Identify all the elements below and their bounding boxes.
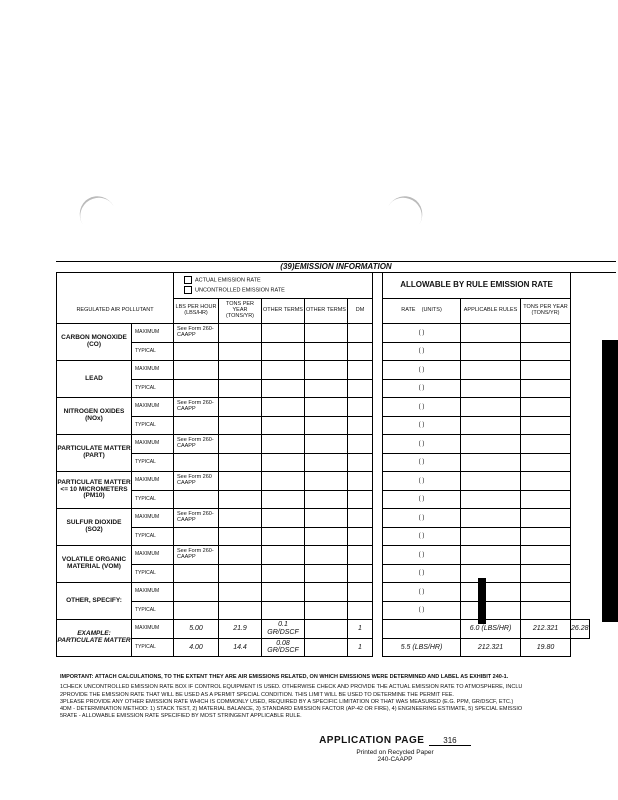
applicable-rules-cell[interactable] bbox=[461, 435, 521, 454]
note-5: 5RATE - ALLOWABLE EMISSION RATE SPECIFIED BY MOST STRINGENT APPLICABLE RULE. bbox=[60, 713, 302, 720]
dm-cell[interactable] bbox=[348, 361, 373, 380]
tons-yr-allow-cell[interactable] bbox=[521, 416, 571, 435]
tons-yr-cell[interactable] bbox=[219, 435, 262, 454]
applicable-rules-cell[interactable] bbox=[461, 361, 521, 380]
other-terms-4-cell[interactable] bbox=[305, 583, 348, 602]
tons-yr-allow-cell[interactable] bbox=[521, 379, 571, 398]
level-label: MAXIMUM bbox=[132, 583, 174, 602]
tons-yr-cell[interactable] bbox=[219, 601, 262, 620]
applicable-rules-cell[interactable] bbox=[461, 453, 521, 472]
example-rate-units: 5.5 (LBS/HR) bbox=[383, 638, 461, 657]
applicable-rules-cell[interactable] bbox=[461, 398, 521, 417]
other-terms-4-cell[interactable] bbox=[305, 546, 348, 565]
other-terms-3-cell[interactable] bbox=[262, 379, 305, 398]
lbs-hr-cell[interactable] bbox=[174, 379, 219, 398]
level-label: MAXIMUM bbox=[132, 435, 174, 454]
emission-table bbox=[56, 272, 590, 657]
application-page-label: APPLICATION PAGE bbox=[319, 735, 425, 746]
dm-cell[interactable] bbox=[348, 546, 373, 565]
other-terms-header-3: OTHER TERMS bbox=[262, 299, 305, 324]
lbs-hr-cell[interactable]: See Form 260-CAAPP bbox=[174, 509, 219, 528]
lbs-hr-cell[interactable] bbox=[174, 416, 219, 435]
dm-cell[interactable] bbox=[348, 564, 373, 583]
level-label: TYPICAL bbox=[132, 527, 174, 546]
example-tons-yr: 21.9 bbox=[219, 620, 262, 639]
dm-cell[interactable] bbox=[348, 490, 373, 509]
hole-punch-mark-left bbox=[73, 190, 123, 241]
tons-yr-cell[interactable] bbox=[219, 564, 262, 583]
dm-cell[interactable] bbox=[348, 601, 373, 620]
level-label: MAXIMUM bbox=[132, 324, 174, 343]
page-number: 316 bbox=[429, 736, 471, 746]
table-row bbox=[57, 490, 590, 509]
dm-cell[interactable] bbox=[348, 509, 373, 528]
dm-cell[interactable] bbox=[348, 324, 373, 343]
rate-units-cell[interactable]: ( ) bbox=[383, 472, 461, 491]
other-terms-3-cell[interactable] bbox=[262, 546, 305, 565]
other-terms-4-cell[interactable] bbox=[305, 379, 348, 398]
level-label: TYPICAL bbox=[132, 416, 174, 435]
example-tons-yr: 14.4 bbox=[219, 638, 262, 657]
example-other-terms: 0.08 GR/DSCF bbox=[262, 638, 305, 657]
footer bbox=[310, 730, 480, 763]
table-row bbox=[57, 583, 590, 602]
table-row bbox=[57, 564, 590, 583]
lbs-hr-cell[interactable]: See Form 260-CAAPP bbox=[174, 435, 219, 454]
table-row bbox=[57, 527, 590, 546]
tons-yr-allow-cell[interactable] bbox=[521, 509, 571, 528]
other-terms-3-cell[interactable] bbox=[262, 398, 305, 417]
tons-yr-cell[interactable] bbox=[219, 379, 262, 398]
tons-yr-header: TONS PER YEAR (TONS/YR) bbox=[219, 299, 262, 324]
table-row bbox=[57, 435, 590, 454]
level-label: TYPICAL bbox=[132, 564, 174, 583]
pollutant-name: PARTICULATE MATTER <= 10 MICROMETERS (PM10) bbox=[57, 472, 132, 509]
table-row bbox=[57, 472, 590, 491]
dm-cell[interactable] bbox=[348, 342, 373, 361]
lbs-hr-cell[interactable] bbox=[174, 583, 219, 602]
example-pollutant: EXAMPLE: PARTICULATE MATTER bbox=[57, 620, 132, 657]
other-terms-4-cell[interactable] bbox=[305, 342, 348, 361]
pollutant-header: REGULATED AIR POLLUTANT bbox=[57, 299, 174, 324]
example-tons-yr-allow: 19.80 bbox=[521, 638, 571, 657]
other-terms-3-cell[interactable] bbox=[262, 509, 305, 528]
uncontrolled-rate-checkbox[interactable] bbox=[184, 286, 192, 294]
table-row bbox=[57, 453, 590, 472]
example-rate-units: 6.0 (LBS/HR) bbox=[461, 620, 521, 639]
example-lbs-hr: 5.00 bbox=[174, 620, 219, 639]
rate-units-cell[interactable]: ( ) bbox=[383, 379, 461, 398]
printed-note: Printed on Recycled Paper bbox=[356, 749, 434, 756]
pollutant-name: PARTICULATE MATTER (PART) bbox=[57, 435, 132, 472]
example-gap bbox=[373, 638, 383, 657]
other-terms-4-cell[interactable] bbox=[305, 527, 348, 546]
table-row bbox=[57, 509, 590, 528]
tons-yr-allow-cell[interactable] bbox=[521, 527, 571, 546]
actual-rate-label: ACTUAL EMISSION RATE bbox=[195, 277, 261, 284]
applicable-rules-cell[interactable] bbox=[461, 472, 521, 491]
rate-units-cell[interactable]: ( ) bbox=[383, 509, 461, 528]
rate-units-cell[interactable]: ( ) bbox=[383, 435, 461, 454]
other-terms-3-cell[interactable] bbox=[262, 472, 305, 491]
pollutant-name: LEAD bbox=[57, 361, 132, 398]
tons-yr-allow-cell[interactable] bbox=[521, 490, 571, 509]
other-terms-3-cell[interactable] bbox=[262, 416, 305, 435]
tons-yr-cell[interactable] bbox=[219, 527, 262, 546]
example-other-terms: 0.1 GR/DSCF bbox=[262, 620, 305, 639]
tons-yr-cell[interactable] bbox=[219, 453, 262, 472]
note-2: 2PROVIDE THE EMISSION RATE THAT WILL BE USED AS A PERMIT SPECIAL CONDITION. THIS LIMIT WILL BE USED TO DETERMINE THE PERMIT FEE. bbox=[60, 691, 454, 698]
uncontrolled-rate-label: UNCONTROLLED EMISSION RATE bbox=[195, 286, 285, 293]
note-1: 1CHECK UNCONTROLLED EMISSION RATE BOX IF CONTROL EQUIPMENT IS USED. OTHERWISE CHECK AND PROVIDE THE ACTUAL EMISSION RATE TO ATMOSPHERE, INCLU bbox=[60, 684, 523, 691]
table-row bbox=[57, 342, 590, 361]
applicable-rules-cell[interactable] bbox=[461, 379, 521, 398]
applicable-rules-cell[interactable] bbox=[461, 324, 521, 343]
tons-yr-allow-header: TONS PER YEAR (TONS/YR) bbox=[521, 299, 571, 324]
rate-units-cell[interactable]: ( ) bbox=[383, 601, 461, 620]
tons-yr-cell[interactable] bbox=[219, 546, 262, 565]
allowable-header: ALLOWABLE BY RULE EMISSION RATE bbox=[383, 273, 571, 299]
rate-units-cell[interactable]: ( ) bbox=[383, 398, 461, 417]
other-terms-4-cell[interactable] bbox=[305, 398, 348, 417]
tons-yr-allow-cell[interactable] bbox=[521, 453, 571, 472]
other-terms-3-cell[interactable] bbox=[262, 324, 305, 343]
table-row bbox=[57, 398, 590, 417]
lbs-hr-header: LBS PER HOUR (LBS/HR) bbox=[174, 299, 219, 324]
applicable-rules-cell[interactable] bbox=[461, 564, 521, 583]
rate-units-cell[interactable]: ( ) bbox=[383, 342, 461, 361]
rate-units-cell[interactable]: ( ) bbox=[383, 583, 461, 602]
lbs-hr-cell[interactable]: See Form 260 CAAPP bbox=[174, 472, 219, 491]
example-other-terms-4 bbox=[305, 638, 348, 657]
table-row bbox=[57, 324, 590, 343]
example-row bbox=[57, 620, 590, 639]
lbs-hr-cell[interactable] bbox=[174, 453, 219, 472]
lbs-hr-cell[interactable] bbox=[174, 342, 219, 361]
applicable-rules-cell[interactable] bbox=[461, 342, 521, 361]
dm-cell[interactable] bbox=[348, 583, 373, 602]
example-tons-yr-allow: 26.28 bbox=[571, 620, 590, 639]
applicable-rules-cell[interactable] bbox=[461, 490, 521, 509]
table-row bbox=[57, 361, 590, 380]
dm-cell[interactable] bbox=[348, 416, 373, 435]
level-label: TYPICAL bbox=[132, 453, 174, 472]
dm-cell[interactable] bbox=[348, 453, 373, 472]
tons-yr-cell[interactable] bbox=[219, 342, 262, 361]
level-label: TYPICAL bbox=[132, 601, 174, 620]
tons-yr-cell[interactable] bbox=[219, 490, 262, 509]
other-terms-4-cell[interactable] bbox=[305, 416, 348, 435]
tons-yr-allow-cell[interactable] bbox=[521, 583, 571, 602]
other-terms-3-cell[interactable] bbox=[262, 564, 305, 583]
table-row bbox=[57, 601, 590, 620]
scan-artifact-mark bbox=[478, 578, 486, 624]
other-terms-4-cell[interactable] bbox=[305, 324, 348, 343]
applicable-rules-cell[interactable] bbox=[461, 546, 521, 565]
applicable-rules-header: APPLICABLE RULES bbox=[461, 299, 521, 324]
tons-yr-cell[interactable] bbox=[219, 472, 262, 491]
applicable-rules-cell[interactable] bbox=[461, 527, 521, 546]
scan-artifact-bar bbox=[602, 340, 618, 622]
other-terms-4-cell[interactable] bbox=[305, 435, 348, 454]
tons-yr-cell[interactable] bbox=[219, 398, 262, 417]
applicable-rules-cell[interactable] bbox=[461, 416, 521, 435]
tons-yr-allow-cell[interactable] bbox=[521, 601, 571, 620]
dm-header: DM bbox=[348, 299, 373, 324]
dm-cell[interactable] bbox=[348, 527, 373, 546]
other-terms-3-cell[interactable] bbox=[262, 527, 305, 546]
rate-units-cell[interactable]: ( ) bbox=[383, 564, 461, 583]
other-terms-3-cell[interactable] bbox=[262, 342, 305, 361]
tons-yr-allow-cell[interactable] bbox=[521, 361, 571, 380]
tons-yr-cell[interactable] bbox=[219, 509, 262, 528]
tons-yr-cell[interactable] bbox=[219, 583, 262, 602]
applicable-rules-cell[interactable] bbox=[461, 583, 521, 602]
lbs-hr-cell[interactable]: See Form 260-CAAPP bbox=[174, 546, 219, 565]
rate-type-header bbox=[174, 273, 373, 299]
rate-units-cell[interactable]: ( ) bbox=[383, 527, 461, 546]
other-terms-header-4: OTHER TERMS bbox=[305, 299, 348, 324]
rate-units-cell[interactable]: ( ) bbox=[383, 324, 461, 343]
other-terms-4-cell[interactable] bbox=[305, 490, 348, 509]
example-row bbox=[57, 638, 590, 657]
other-terms-4-cell[interactable] bbox=[305, 472, 348, 491]
rate-units-cell[interactable]: ( ) bbox=[383, 453, 461, 472]
example-applicable-rules: 212.321 bbox=[461, 638, 521, 657]
example-other-terms-4 bbox=[305, 620, 348, 639]
other-terms-4-cell[interactable] bbox=[305, 564, 348, 583]
other-terms-3-cell[interactable] bbox=[262, 453, 305, 472]
rate-units-cell[interactable]: ( ) bbox=[383, 361, 461, 380]
rate-units-cell[interactable]: ( ) bbox=[383, 546, 461, 565]
tons-yr-allow-cell[interactable] bbox=[521, 342, 571, 361]
dm-cell[interactable] bbox=[348, 472, 373, 491]
level-label: MAXIMUM bbox=[132, 361, 174, 380]
level-label: TYPICAL bbox=[132, 490, 174, 509]
other-terms-3-cell[interactable] bbox=[262, 583, 305, 602]
level-label: MAXIMUM bbox=[132, 546, 174, 565]
dm-cell[interactable] bbox=[348, 379, 373, 398]
actual-rate-checkbox[interactable] bbox=[184, 276, 192, 284]
hole-punch-mark-right bbox=[379, 190, 429, 241]
rate-units-cell[interactable]: ( ) bbox=[383, 490, 461, 509]
pollutant-name: SULFUR DIOXIDE (SO2) bbox=[57, 509, 132, 546]
pollutant-name: VOLATILE ORGANIC MATERIAL (VOM) bbox=[57, 546, 132, 583]
tons-yr-allow-cell[interactable] bbox=[521, 564, 571, 583]
section-title: (39)EMISSION INFORMATION bbox=[56, 261, 616, 273]
dm-cell[interactable] bbox=[348, 398, 373, 417]
lbs-hr-cell[interactable] bbox=[174, 527, 219, 546]
table-row bbox=[57, 546, 590, 565]
important-note: IMPORTANT: ATTACH CALCULATIONS, TO THE EXTENT THEY ARE AIR EMISSIONS RELATED, ON WHICH EMISSIONS WERE DETERMINED AND LABEL AS EXHIBIT 240-1. bbox=[60, 674, 509, 680]
lbs-hr-cell[interactable] bbox=[174, 601, 219, 620]
note-3: 3PLEASE PROVIDE ANY OTHER EMISSION RATE WHICH IS COMMONLY USED, REQUIRED BY A SPECIFIC LIMITATION OR THAT WAS MEASURED (E.G. PPM, GR/DSCF, ETC.) bbox=[60, 698, 514, 705]
tons-yr-cell[interactable] bbox=[219, 361, 262, 380]
pollutant-name: CARBON MONOXIDE (CO) bbox=[57, 324, 132, 361]
tons-yr-allow-cell[interactable] bbox=[521, 398, 571, 417]
form-number: 240-CAAPP bbox=[377, 756, 413, 763]
notes bbox=[60, 674, 616, 721]
example-gap bbox=[383, 620, 461, 639]
other-terms-3-cell[interactable] bbox=[262, 361, 305, 380]
tons-yr-allow-cell[interactable] bbox=[521, 472, 571, 491]
lbs-hr-cell[interactable] bbox=[174, 564, 219, 583]
other-terms-3-cell[interactable] bbox=[262, 601, 305, 620]
applicable-rules-cell[interactable] bbox=[461, 509, 521, 528]
applicable-rules-cell[interactable] bbox=[461, 601, 521, 620]
level-label: MAXIMUM bbox=[132, 398, 174, 417]
tons-yr-cell[interactable] bbox=[219, 416, 262, 435]
example-applicable-rules: 212.321 bbox=[521, 620, 571, 639]
example-lbs-hr: 4.00 bbox=[174, 638, 219, 657]
other-terms-4-cell[interactable] bbox=[305, 453, 348, 472]
dm-cell[interactable] bbox=[348, 435, 373, 454]
level-label: MAXIMUM bbox=[132, 472, 174, 491]
table-row bbox=[57, 416, 590, 435]
table-row bbox=[57, 379, 590, 398]
pollutant-name: OTHER, SPECIFY: bbox=[57, 583, 132, 620]
pollutant-name: NITROGEN OXIDES (NOx) bbox=[57, 398, 132, 435]
other-terms-4-cell[interactable] bbox=[305, 601, 348, 620]
other-terms-3-cell[interactable] bbox=[262, 435, 305, 454]
other-terms-3-cell[interactable] bbox=[262, 490, 305, 509]
level-label: MAXIMUM bbox=[132, 620, 174, 639]
level-label: TYPICAL bbox=[132, 342, 174, 361]
tons-yr-cell[interactable] bbox=[219, 324, 262, 343]
rate-units-cell[interactable]: ( ) bbox=[383, 416, 461, 435]
lbs-hr-cell[interactable]: See Form 260-CAAPP bbox=[174, 324, 219, 343]
rate-units-header: RATE (UNITS) bbox=[383, 299, 461, 324]
example-dm: 1 bbox=[348, 638, 373, 657]
level-label: TYPICAL bbox=[132, 379, 174, 398]
level-label: TYPICAL bbox=[132, 638, 174, 657]
example-dm: 1 bbox=[348, 620, 373, 639]
tons-yr-allow-cell[interactable] bbox=[521, 324, 571, 343]
other-terms-4-cell[interactable] bbox=[305, 361, 348, 380]
note-4: 4DM - DETERMINATION METHOD: 1) STACK TEST, 2) MATERIAL BALANCE, 3) STANDARD EMISSION FACTOR (AP-42 OR FIRE), 4) ENGINEERING ESTIMATE, 5) SPECIAL EMISSIO bbox=[60, 706, 523, 713]
other-terms-4-cell[interactable] bbox=[305, 509, 348, 528]
lbs-hr-cell[interactable]: See Form 260-CAAPP bbox=[174, 398, 219, 417]
tons-yr-allow-cell[interactable] bbox=[521, 435, 571, 454]
tons-yr-allow-cell[interactable] bbox=[521, 546, 571, 565]
lbs-hr-cell[interactable] bbox=[174, 490, 219, 509]
level-label: MAXIMUM bbox=[132, 509, 174, 528]
lbs-hr-cell[interactable] bbox=[174, 361, 219, 380]
